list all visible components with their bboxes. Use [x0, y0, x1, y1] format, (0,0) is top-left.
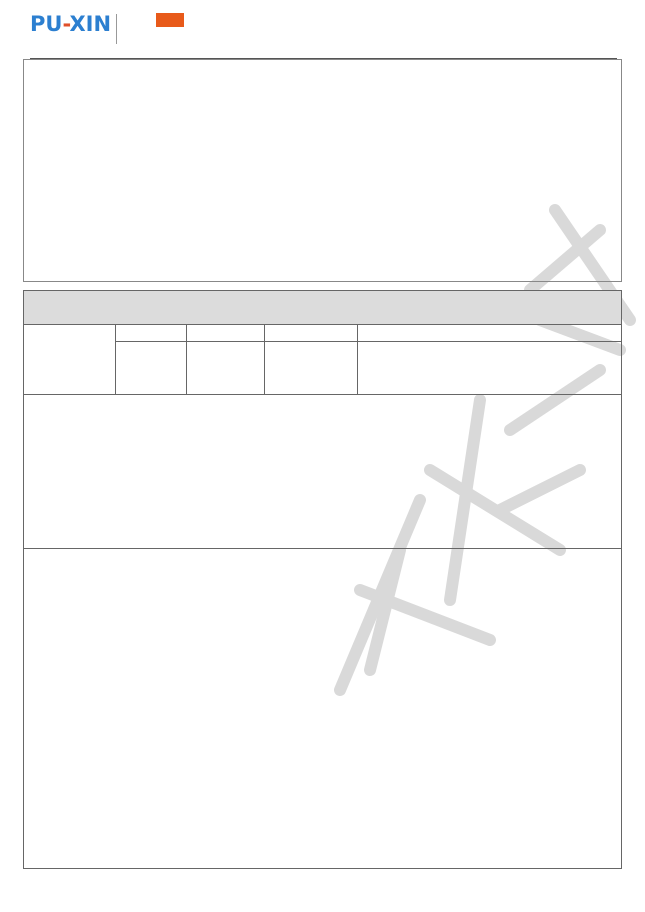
grid-line [24, 394, 621, 395]
grid-line [24, 548, 621, 549]
grid-line [264, 324, 265, 394]
exam-recall-table [23, 290, 622, 869]
grid-line [115, 324, 116, 394]
header-logo [30, 10, 190, 50]
row-topic [264, 344, 357, 360]
grid-line [357, 324, 358, 394]
table-title-row [24, 291, 621, 325]
logo-divider [116, 14, 117, 44]
logo-puxin-text: PU-XIN [30, 12, 112, 36]
previous-answers-box [23, 59, 622, 282]
grid-line [186, 324, 187, 394]
logo-gedu-badge [156, 13, 184, 27]
grid-line [115, 341, 621, 342]
